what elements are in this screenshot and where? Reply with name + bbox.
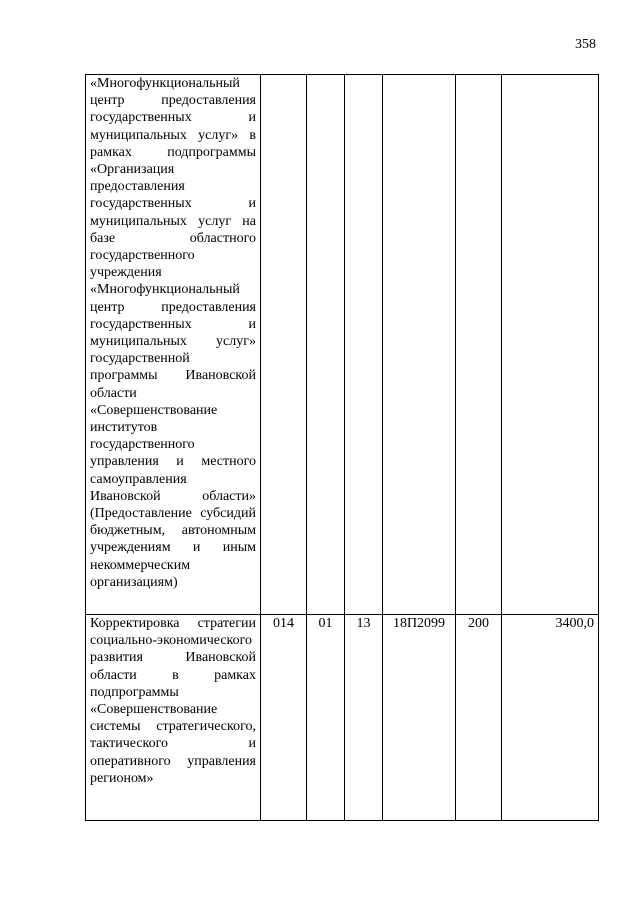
page-number: 358 (575, 37, 596, 52)
target-article-code (383, 75, 456, 615)
description-text: «Многофункциональный центр предоставления государственных и муниципальных услуг» в рамках подпрограммы «Организация предоставления государственных и муниципальных услуг на базе областного государственного учреждения «Многофункциональный центр предоставления государственных и муниципальных услуг» государственной программы Ивановской области «Совершенствование институтов государственного управления и местного самоуправления Ивановской области» (Предоставление субсидий бюджетным, автономным учреждениям и иным некоммерческим организациям) (90, 76, 256, 590)
ministry-code: 014 (261, 615, 307, 821)
section-code: 01 (307, 615, 345, 821)
amount: 3400,0 (502, 615, 599, 821)
expense-description (86, 615, 261, 821)
amount (502, 75, 599, 615)
expense-type-code: 200 (456, 615, 502, 821)
table-row (86, 615, 599, 821)
expense-description (86, 75, 261, 615)
budget-table (85, 74, 599, 821)
ministry-code (261, 75, 307, 615)
expense-type-code (456, 75, 502, 615)
description-text: Корректировка стратегии социально-экономического развития Ивановской области в рамках подпрограммы «Совершенствование системы стратегического, тактического и оперативного управления регионом» (90, 616, 256, 786)
target-article-code: 18П2099 (383, 615, 456, 821)
subsection-code: 13 (345, 615, 383, 821)
subsection-code (345, 75, 383, 615)
section-code (307, 75, 345, 615)
table-row (86, 75, 599, 615)
